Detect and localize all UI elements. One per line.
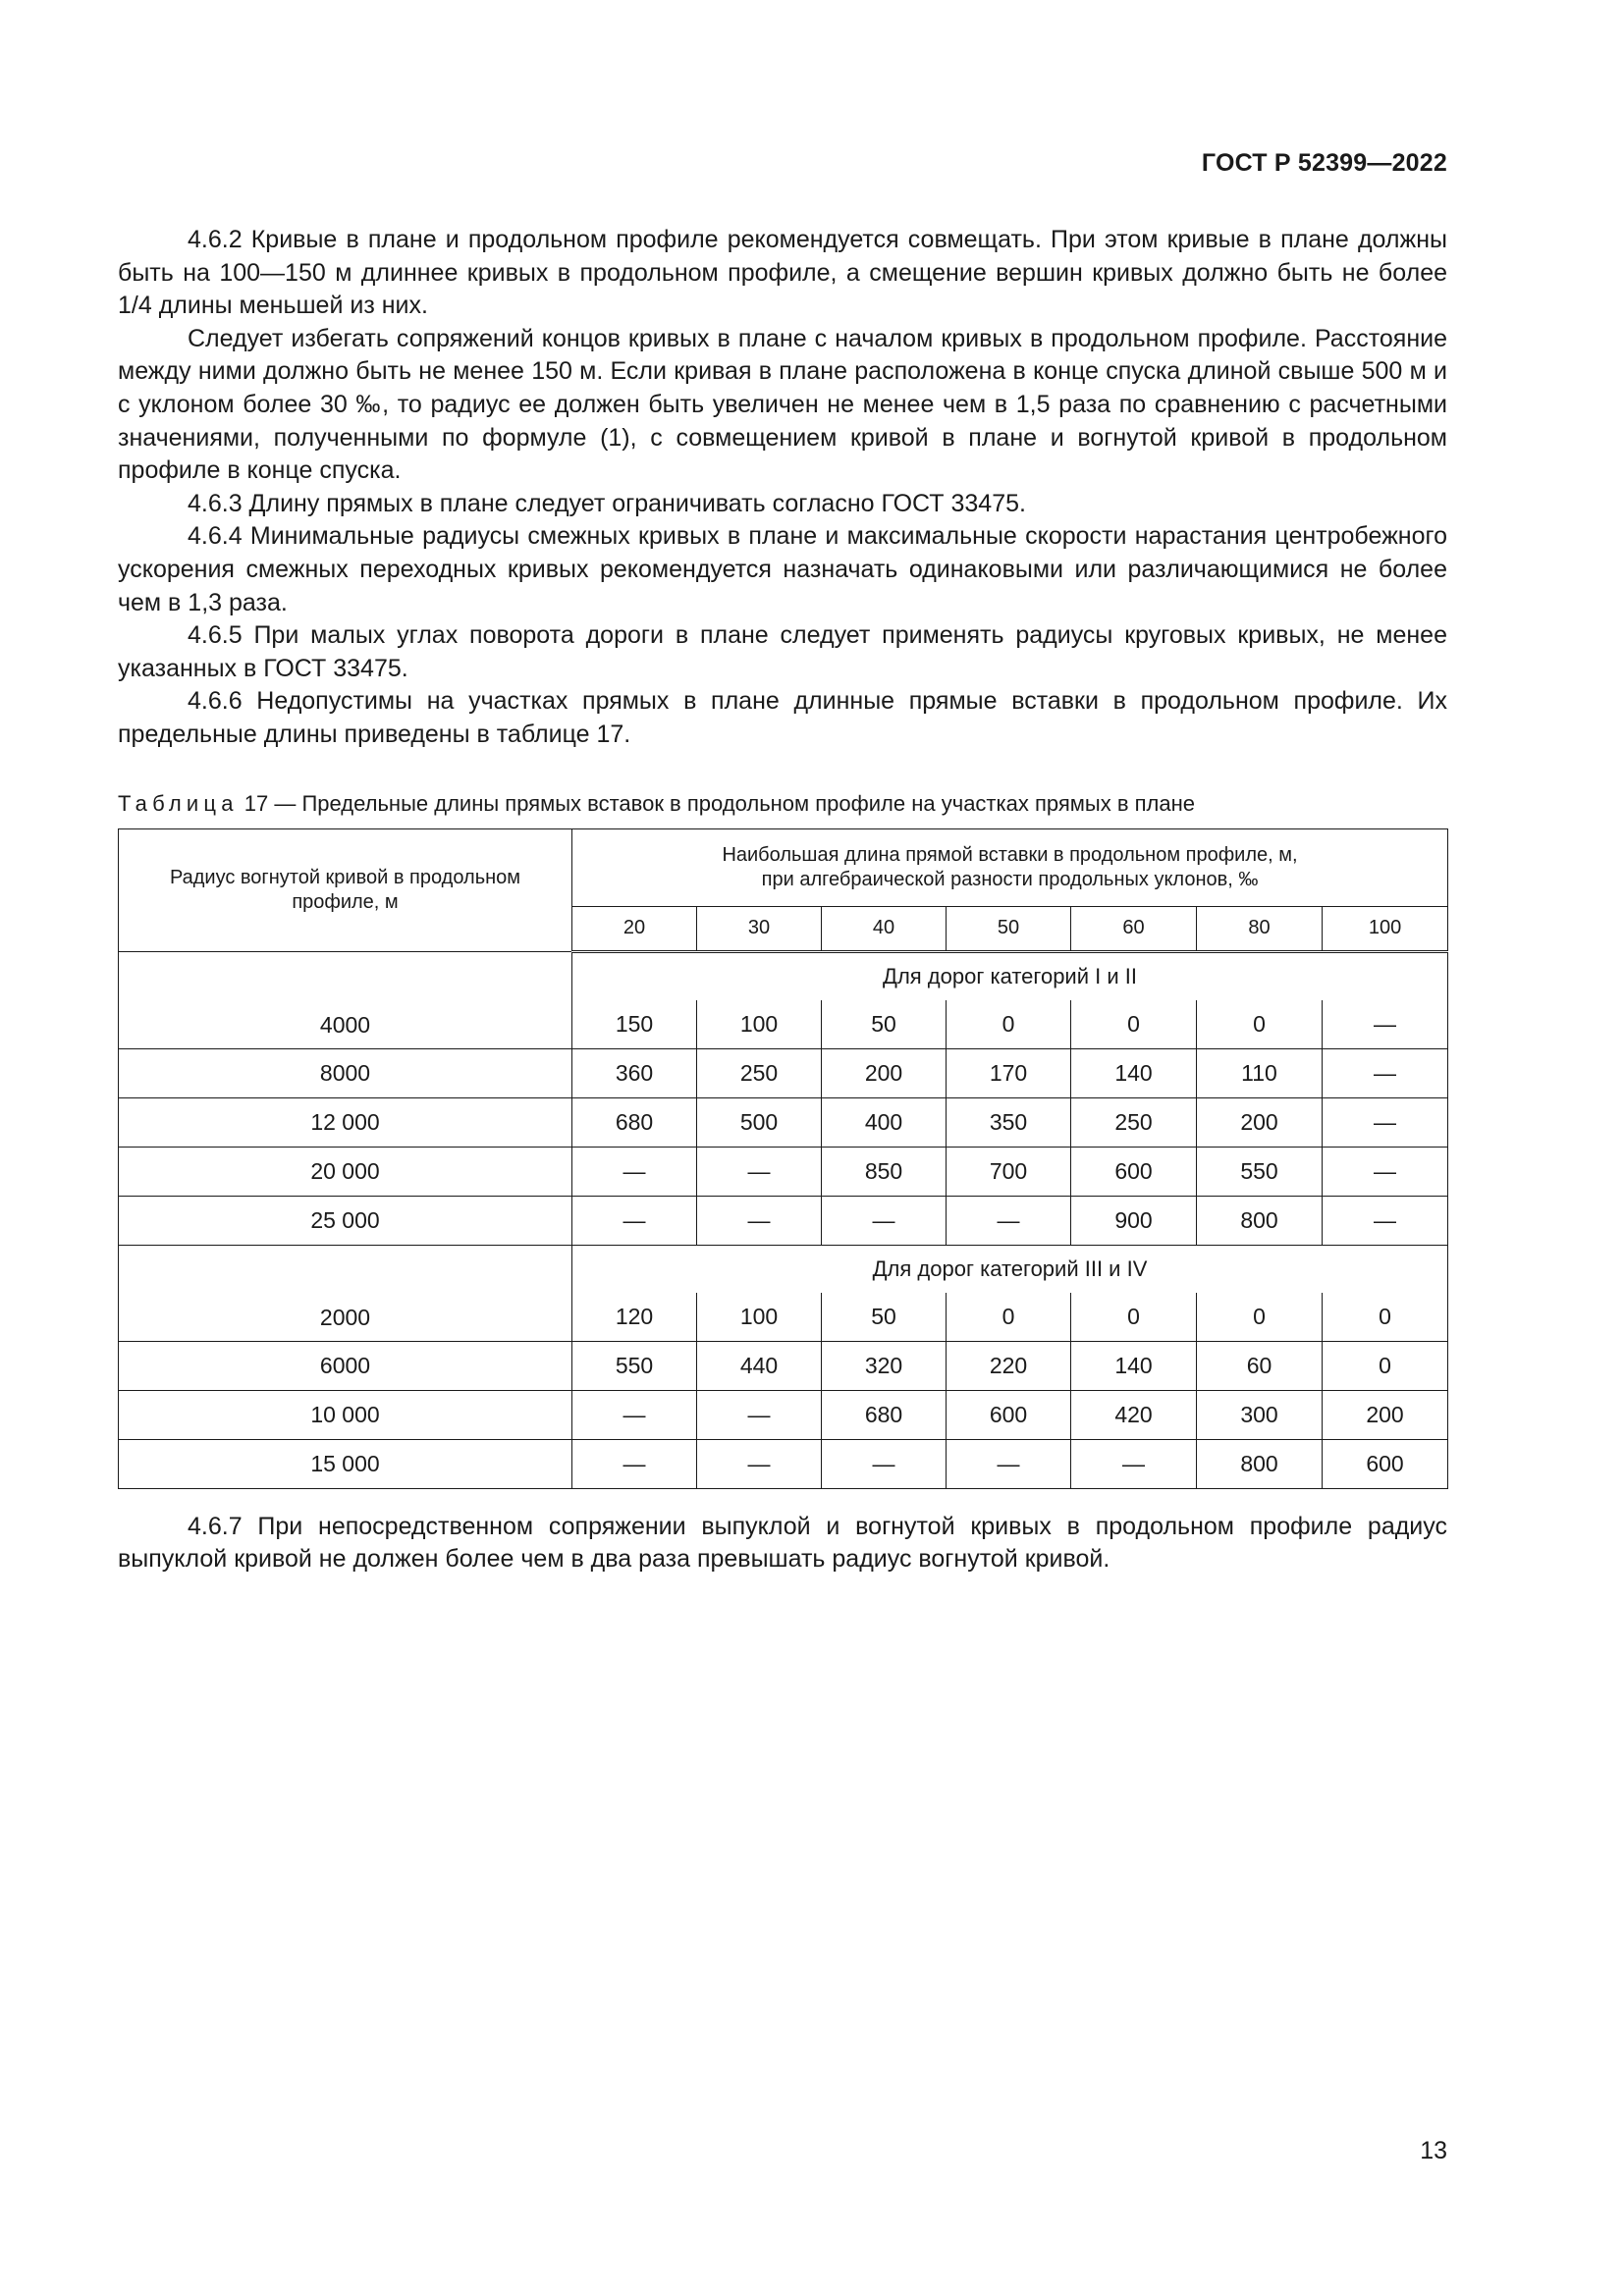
header-slope-60: 60 (1071, 906, 1197, 951)
value-cell: — (947, 1439, 1071, 1488)
radius-cell: 25 000 (119, 1196, 572, 1245)
radius-cell: 2000 (119, 1245, 572, 1341)
header-slope-80: 80 (1197, 906, 1323, 951)
header-slope-100: 100 (1323, 906, 1448, 951)
group-title-row (119, 951, 1448, 1000)
value-cell: 0 (1071, 1000, 1197, 1049)
value-cell: 0 (947, 1000, 1071, 1049)
table-row (119, 1341, 1448, 1390)
value-cell: 680 (572, 1097, 697, 1147)
value-cell: 440 (697, 1341, 822, 1390)
radius-cell: 10 000 (119, 1390, 572, 1439)
table-caption-text: 17 — Предельные длины прямых вставок в продольном профиле на участках прямых в плане (244, 790, 1195, 816)
value-cell: — (697, 1390, 822, 1439)
value-cell: — (1323, 1147, 1448, 1196)
radius-cell: 12 000 (119, 1097, 572, 1147)
group-title: Для дорог категорий III и IV (572, 1245, 1448, 1293)
value-cell: — (822, 1439, 947, 1488)
value-cell: 250 (697, 1048, 822, 1097)
value-cell: — (697, 1196, 822, 1245)
paragraphs-before-table (118, 224, 1447, 752)
standard-code-header: ГОСТ Р 52399—2022 (1201, 149, 1447, 177)
header-slope-40: 40 (822, 906, 947, 951)
value-cell: — (1071, 1439, 1197, 1488)
value-cell: 0 (947, 1293, 1071, 1342)
table-caption-label: Таблица (118, 790, 239, 816)
value-cell: — (572, 1439, 697, 1488)
value-cell: 140 (1071, 1048, 1197, 1097)
value-cell: 800 (1197, 1439, 1323, 1488)
value-cell: 600 (1071, 1147, 1197, 1196)
value-cell: 550 (1197, 1147, 1323, 1196)
radius-cell: 6000 (119, 1341, 572, 1390)
value-cell: 200 (822, 1048, 947, 1097)
document-body (118, 224, 1447, 1576)
value-cell: 600 (947, 1390, 1071, 1439)
value-cell: 900 (1071, 1196, 1197, 1245)
value-cell: — (572, 1147, 697, 1196)
header-slope-50: 50 (947, 906, 1071, 951)
radius-cell: 4000 (119, 951, 572, 1048)
group-title-row (119, 1245, 1448, 1293)
value-cell: 850 (822, 1147, 947, 1196)
value-cell: 0 (1071, 1293, 1197, 1342)
value-cell: 250 (1071, 1097, 1197, 1147)
table-row (119, 1147, 1448, 1196)
header-max-length-line1: Наибольшая длина прямой вставки в продольном профиле, м, (722, 843, 1298, 866)
value-cell: 700 (947, 1147, 1071, 1196)
value-cell: 400 (822, 1097, 947, 1147)
table-row (119, 1390, 1448, 1439)
value-cell: 170 (947, 1048, 1071, 1097)
value-cell: — (822, 1196, 947, 1245)
value-cell: 800 (1197, 1196, 1323, 1245)
value-cell: 110 (1197, 1048, 1323, 1097)
paragraphs-after-table (118, 1511, 1447, 1576)
radius-cell: 15 000 (119, 1439, 572, 1488)
value-cell: 680 (822, 1390, 947, 1439)
value-cell: 220 (947, 1341, 1071, 1390)
value-cell: — (1323, 1097, 1448, 1147)
value-cell: 420 (1071, 1390, 1197, 1439)
header-max-length (572, 828, 1448, 906)
paragraph-4-6-3: 4.6.3 Длину прямых в плане следует ограничивать согласно ГОСТ 33475. (188, 489, 1026, 517)
value-cell: 150 (572, 1000, 697, 1049)
value-cell: — (697, 1147, 822, 1196)
value-cell: — (1323, 1048, 1448, 1097)
value-cell: 0 (1323, 1341, 1448, 1390)
radius-cell: 20 000 (119, 1147, 572, 1196)
table-header (119, 828, 1448, 951)
paragraph-4-6-4: 4.6.4 Минимальные радиусы смежных кривых в плане и максимальные скорости нарастания центробежного ускорения смежных переходных кривых рекомендуется назначать одинаковыми или различающимися не более чем в 1,3 раза. (118, 522, 1447, 616)
header-max-length-line2: при алгебраической разности продольных уклонов, ‰ (761, 868, 1259, 890)
value-cell: 120 (572, 1293, 697, 1342)
value-cell: 350 (947, 1097, 1071, 1147)
value-cell: 60 (1197, 1341, 1323, 1390)
value-cell: — (697, 1439, 822, 1488)
value-cell: 600 (1323, 1439, 1448, 1488)
radius-cell: 8000 (119, 1048, 572, 1097)
header-slope-20: 20 (572, 906, 697, 951)
value-cell: 550 (572, 1341, 697, 1390)
value-cell: 300 (1197, 1390, 1323, 1439)
value-cell: 100 (697, 1293, 822, 1342)
value-cell: 320 (822, 1341, 947, 1390)
value-cell: 200 (1323, 1390, 1448, 1439)
table-row (119, 1196, 1448, 1245)
value-cell: — (1323, 1196, 1448, 1245)
value-cell: 0 (1197, 1000, 1323, 1049)
paragraph-4-6-5: 4.6.5 При малых углах поворота дороги в плане следует применять радиусы круговых кривых, не менее указанных в ГОСТ 33475. (118, 621, 1447, 682)
header-radius: Радиус вогнутой кривой в продольном профиле, м (119, 828, 572, 951)
group-title: Для дорог категорий I и II (572, 951, 1448, 1000)
table-caption (118, 789, 1447, 819)
value-cell: — (1323, 1000, 1448, 1049)
value-cell: — (572, 1390, 697, 1439)
straight-insert-limits-table (118, 828, 1448, 1489)
value-cell: — (572, 1196, 697, 1245)
value-cell: — (947, 1196, 1071, 1245)
table-row (119, 1097, 1448, 1147)
page-number: 13 (1420, 2137, 1447, 2164)
value-cell: 50 (822, 1293, 947, 1342)
value-cell: 500 (697, 1097, 822, 1147)
table-body (119, 951, 1448, 1488)
table-row (119, 1439, 1448, 1488)
value-cell: 50 (822, 1000, 947, 1049)
paragraph-4-6-2-continuation: Следует избегать сопряжений концов кривых в плане с началом кривых в продольном профиле. Расстояние между ними должно быть не менее 150 м. Если кривая в плане расположена в конце спуска длиной свыше 500 м и с уклоном более 30 ‰, то радиус ее должен быть увеличен не менее чем в 1,5 раза по сравнению с расчетными значениями, полученными по формуле (1), с совмещением кривой в плане и вогнутой кривой в продольном профиле в конце спуска. (118, 324, 1447, 485)
value-cell: 0 (1323, 1293, 1448, 1342)
table-row (119, 1048, 1448, 1097)
paragraph-4-6-2: 4.6.2 Кривые в плане и продольном профиле рекомендуется совмещать. При этом кривые в плане должны быть на 100—150 м длиннее кривых в продольном профиле, а смещение вершин кривых должно быть не более 1/4 длины меньшей из них. (118, 226, 1447, 320)
paragraph-4-6-6: 4.6.6 Недопустимы на участках прямых в плане длинные прямые вставки в продольном профиле. Их предельные длины приведены в таблице 17. (118, 687, 1447, 748)
paragraph-4-6-7: 4.6.7 При непосредственном сопряжении выпуклой и вогнутой кривых в продольном профиле радиус выпуклой кривой не должен более чем в два раза превышать радиус вогнутой кривой. (118, 1512, 1447, 1574)
value-cell: 100 (697, 1000, 822, 1049)
header-slope-30: 30 (697, 906, 822, 951)
value-cell: 140 (1071, 1341, 1197, 1390)
value-cell: 200 (1197, 1097, 1323, 1147)
value-cell: 360 (572, 1048, 697, 1097)
value-cell: 0 (1197, 1293, 1323, 1342)
